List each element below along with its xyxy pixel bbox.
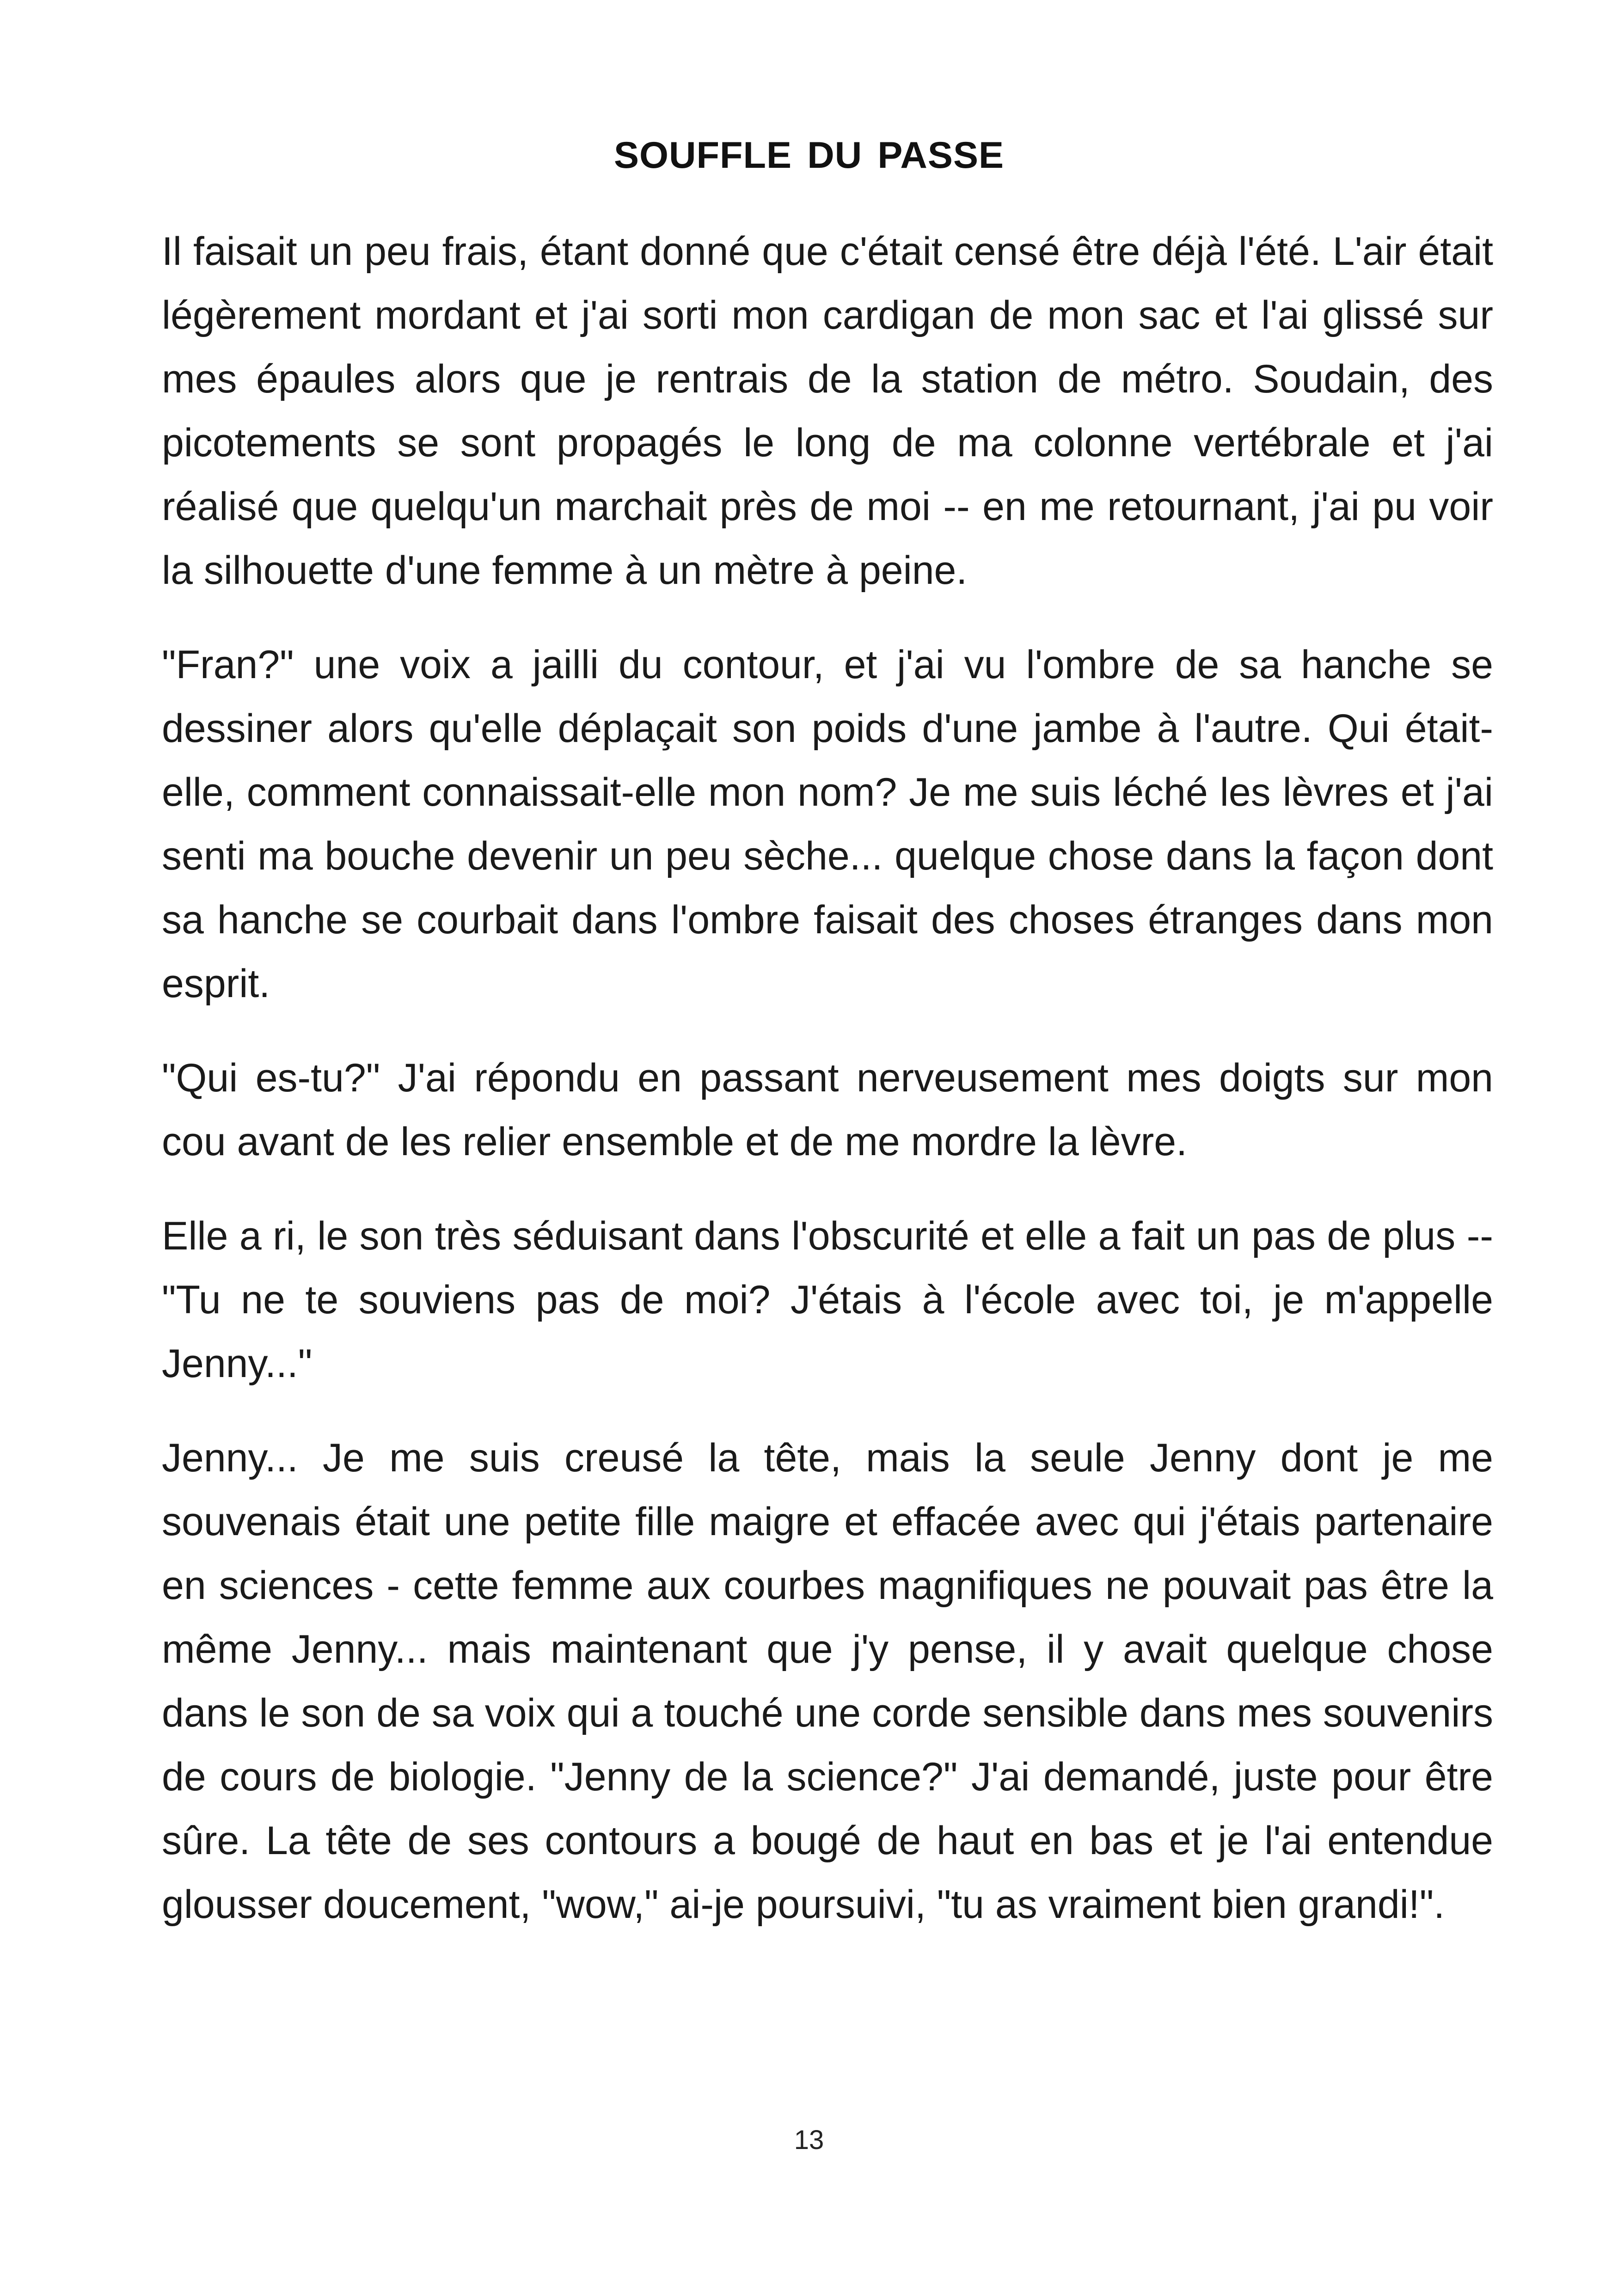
paragraph-5: Jenny... Je me suis creusé la tête, mais la seule Jenny dont je me souvenais était une petite fille maigre et effacée avec qui j'étais partenaire en sciences - cette femme aux courbes magnifiques ne pouvait pas être la même Jenny... mais maintenant que j'y pense, il y avait quelque chose dans le son de sa voix qui a touché une corde sensible dans mes souvenirs de cours de biologie. "Jenny de la science?" J'ai demandé, juste pour être sûre. La tête de ses contours a bougé de haut en bas et je l'ai entendue glousser doucement, "wow," ai-je poursuivi, "tu as vraiment bien grandi!".	[162, 1436, 1493, 1927]
paragraph-4: Elle a ri, le son très séduisant dans l'obscurité et elle a fait un pas de plus -- "Tu ne te souviens pas de moi? J'étais à l'école avec toi, je m'appelle Jenny..."	[162, 1214, 1493, 1386]
paragraph-1: Il faisait un peu frais, étant donné que c'était censé être déjà l'été. L'air était légèrement mordant et j'ai sorti mon cardigan de mon sac et l'ai glissé sur mes épaules alors que je rentrais de la station de métro. Soudain, des picotements se sont propagés le long de ma colonne vertébrale et j'ai réalisé que quelqu'un marchait près de moi -- en me retournant, j'ai pu voir la silhouette d'une femme à un mètre à peine.	[162, 229, 1493, 593]
paragraph-2: "Fran?" une voix a jailli du contour, et j'ai vu l'ombre de sa hanche se dessiner alors qu'elle déplaçait son poids d'une jambe à l'autre. Qui était-elle, comment connaissait-elle mon nom? Je me suis léché les lèvres et j'ai senti ma bouche devenir un peu sèche... quelque chose dans la façon dont sa hanche se courbait dans l'ombre faisait des choses étranges dans mon esprit.	[162, 643, 1493, 1006]
chapter-body	[162, 220, 1493, 1967]
paragraph-3: "Qui es-tu?" J'ai répondu en passant nerveusement mes doigts sur mon cou avant de les relier ensemble et de me mordre la lèvre.	[162, 1056, 1493, 1164]
page-number: 13	[794, 2125, 824, 2155]
chapter-title: souffle du passe	[613, 119, 1005, 179]
